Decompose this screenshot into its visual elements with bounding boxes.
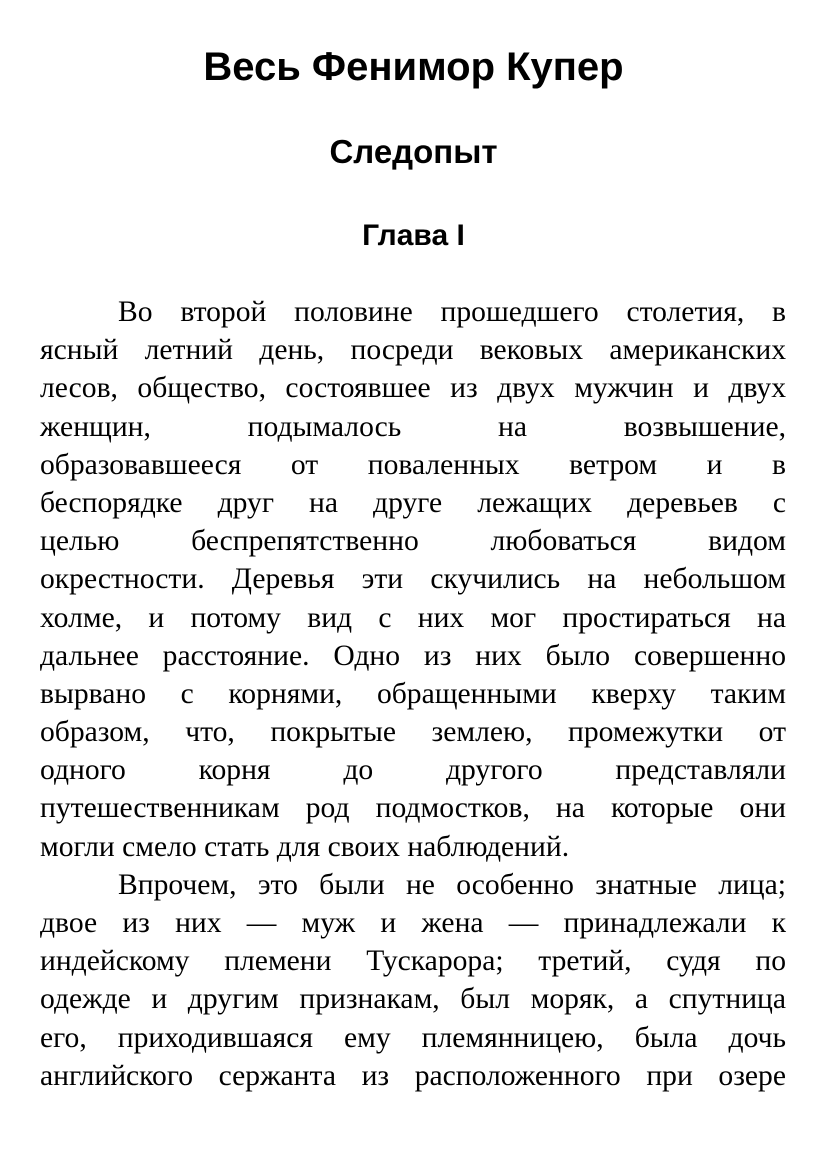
text-line: образом, что, покрытые землею, промежутки от bbox=[40, 716, 786, 749]
text-line: лесов, общество, состоявшее из двух мужчин и двух bbox=[40, 372, 786, 405]
text-line: английского сержанта из расположенного при озере bbox=[40, 1059, 786, 1092]
text-line: одежде и другим признакам, был моряк, а спутница bbox=[40, 983, 786, 1016]
text-line: дальнее расстояние. Одно из них было совершенно bbox=[40, 639, 786, 672]
text-line: одного корня до другого представляли bbox=[40, 754, 786, 787]
text-line: двое из них — муж и жена — принадлежали к bbox=[40, 907, 786, 939]
text-line: путешественникам род подмостков, на которые они bbox=[40, 792, 786, 825]
chapter-title: Глава I bbox=[362, 219, 465, 252]
text-line: беспорядке друг на друге лежащих деревьев с bbox=[40, 486, 786, 519]
text-line: образовавшееся от поваленных ветром и в bbox=[40, 448, 786, 481]
text-line: могли смело стать для своих наблюдений. bbox=[40, 830, 570, 863]
text-line: индейскому племени Тускарора; третий, судя по bbox=[40, 945, 786, 978]
paragraph-1 bbox=[40, 293, 786, 866]
text-line: женщин, подымалось на возвышение, bbox=[40, 410, 786, 443]
text-line: Впрочем, это были не особенно знатные лица; bbox=[118, 868, 786, 901]
book-title: Весь Фенимор Купер bbox=[203, 45, 624, 89]
text-line: холме, и потому вид с них мог простираться на bbox=[40, 601, 786, 634]
text-line: Во второй половине прошедшего столетия, в bbox=[118, 296, 786, 328]
text-line: ясный летний день, посреди вековых американских bbox=[40, 334, 786, 367]
text-line: окрестности. Деревья эти скучились на небольшом bbox=[40, 563, 786, 596]
text-line: его, приходившаяся ему племянницею, была дочь bbox=[40, 1021, 786, 1054]
chapter-body bbox=[40, 293, 786, 1095]
work-title: Следопыт bbox=[329, 133, 498, 170]
text-line: целью беспрепятственно любоваться видом bbox=[40, 525, 786, 558]
paragraph-2 bbox=[40, 866, 786, 1095]
text-line: вырвано с корнями, обращенными кверху таким bbox=[40, 677, 786, 710]
